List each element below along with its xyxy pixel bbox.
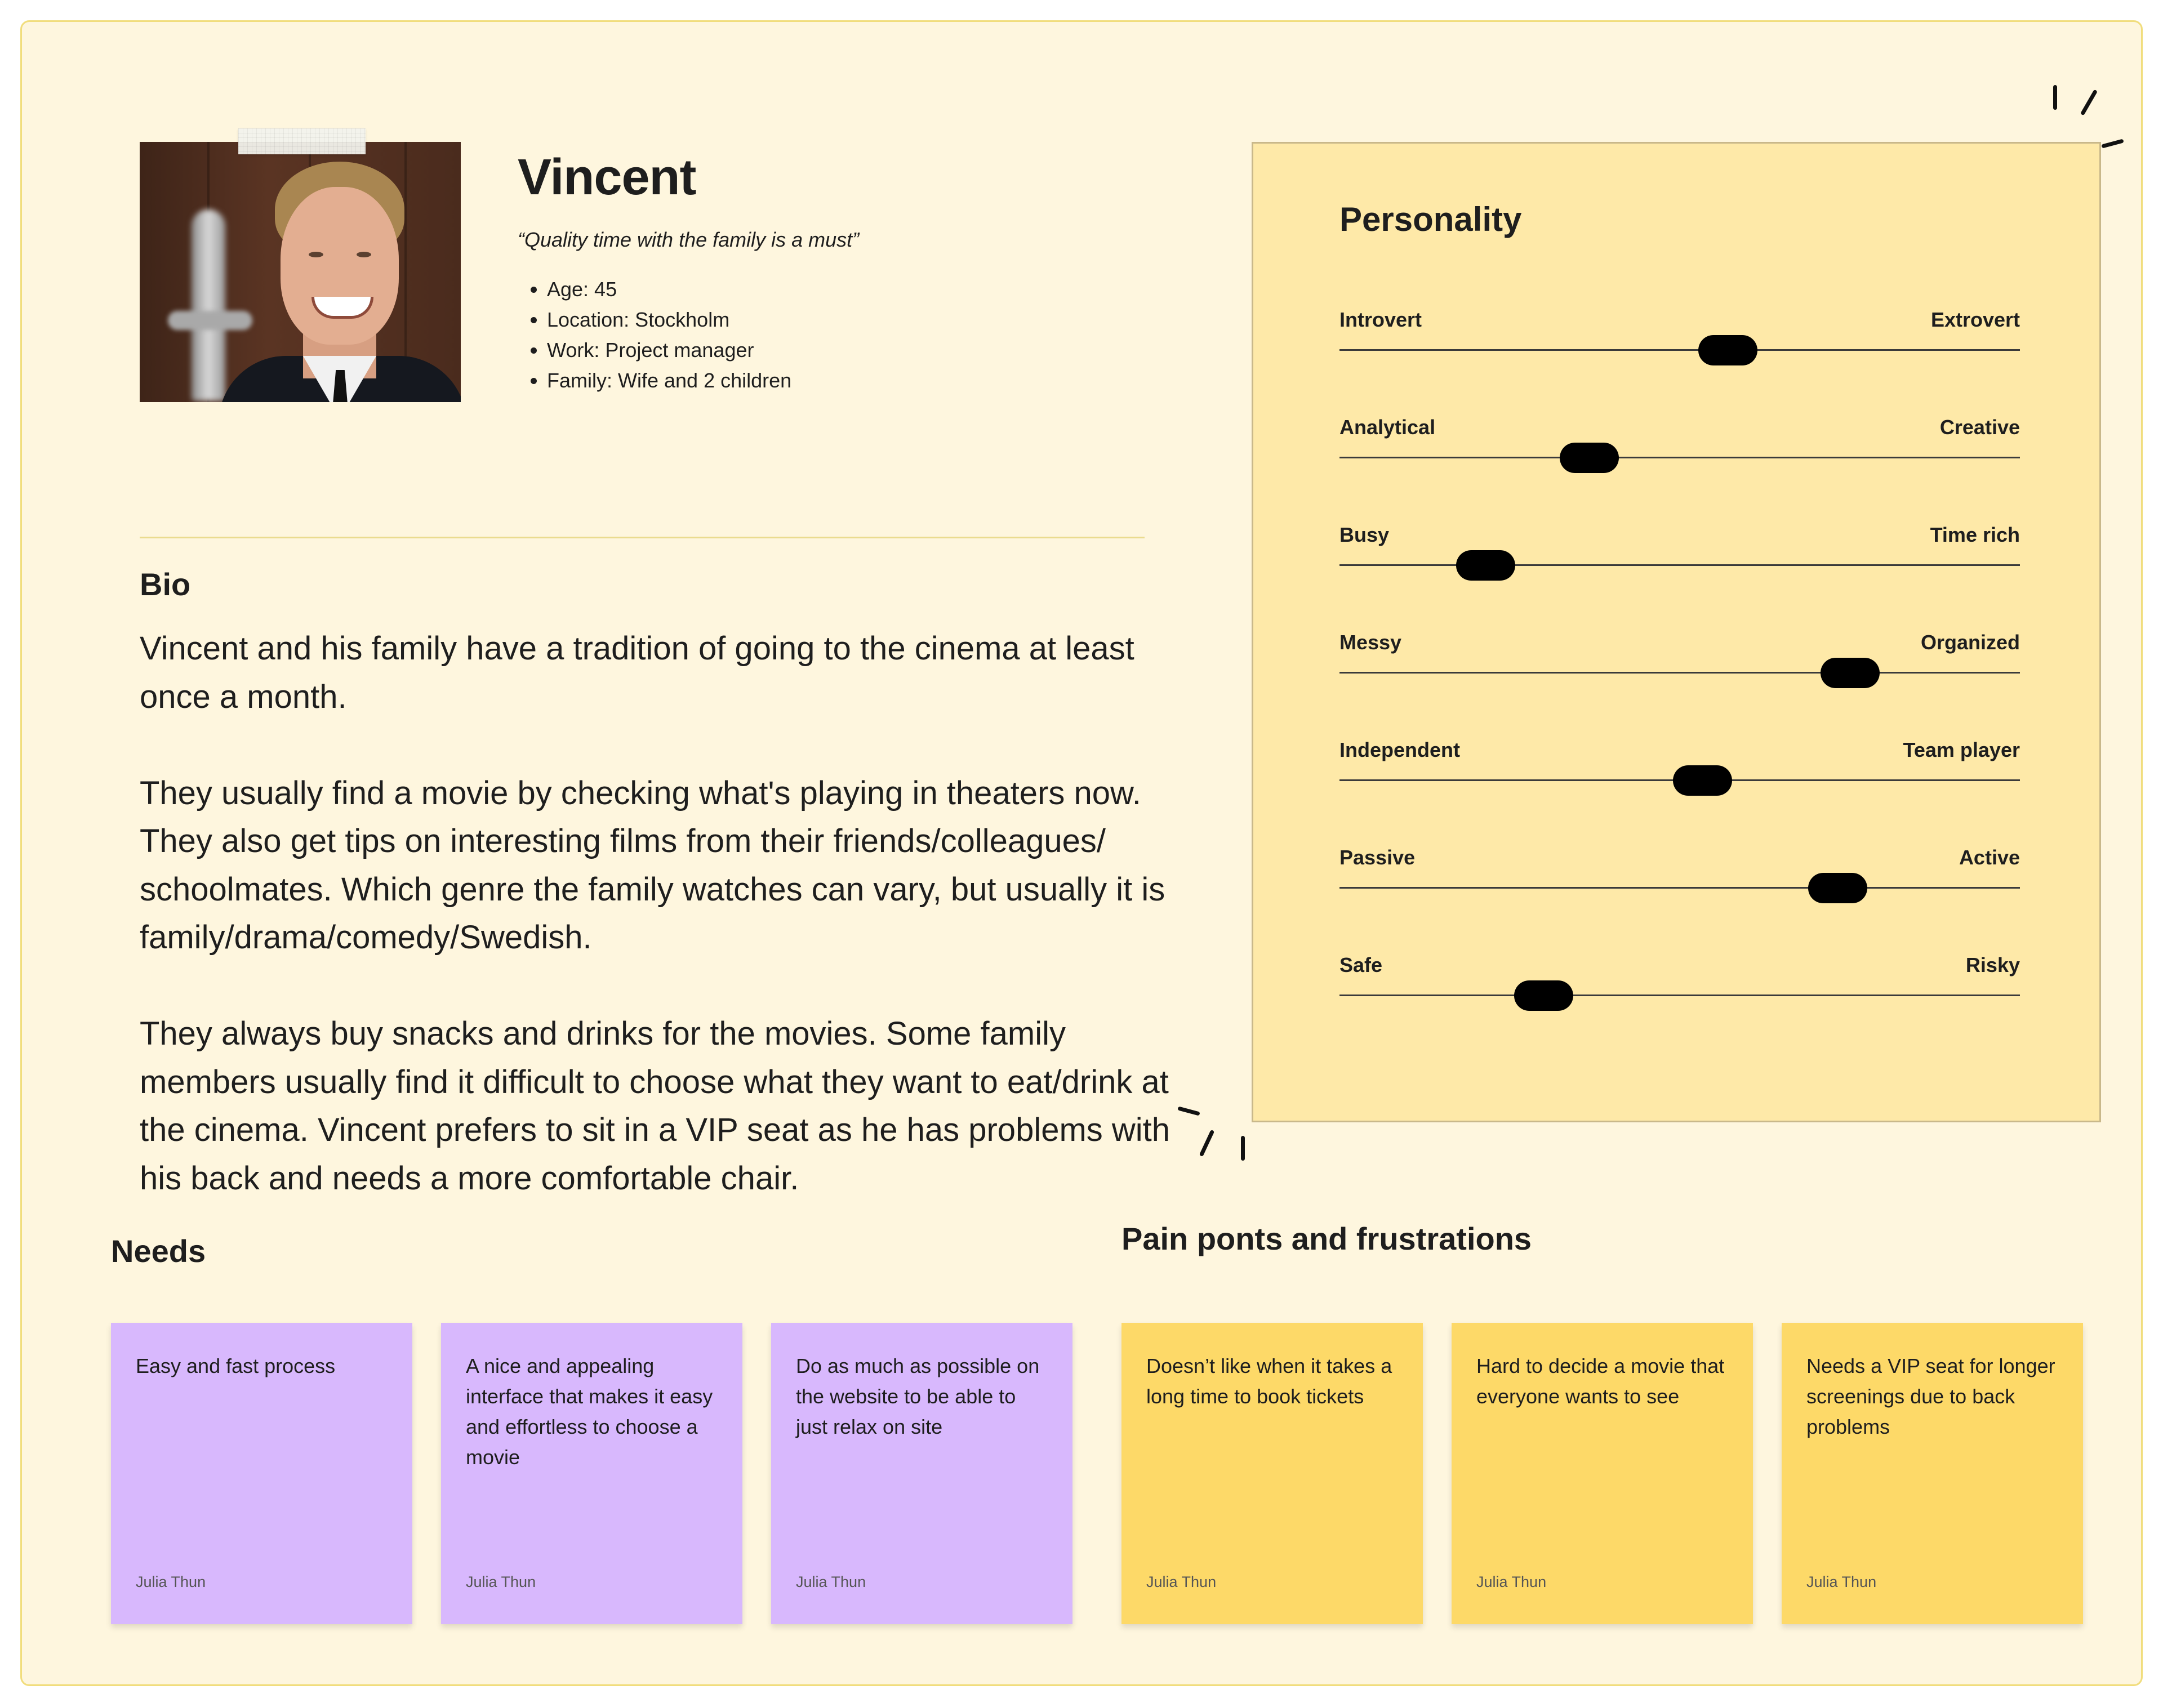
sticky-author: Julia Thun bbox=[466, 1573, 536, 1590]
trait-left-label: Passive bbox=[1339, 846, 1416, 869]
persona-photo bbox=[140, 142, 461, 402]
needs-sticky-note[interactable] bbox=[441, 1323, 742, 1624]
trait-right-label: Creative bbox=[1939, 416, 2020, 439]
section-divider bbox=[140, 537, 1145, 538]
trait-left-label: Introvert bbox=[1339, 308, 1422, 331]
accent-dash-decoration bbox=[2080, 90, 2098, 116]
trait-slider bbox=[1339, 631, 2020, 698]
trait-slider bbox=[1339, 846, 2020, 913]
trait-slider bbox=[1339, 953, 2020, 1021]
sticky-text: Easy and fast process bbox=[136, 1354, 336, 1377]
pain-sticky-note[interactable] bbox=[1452, 1323, 1753, 1624]
slider-knob[interactable] bbox=[1514, 980, 1573, 1011]
pains-title: Pain ponts and frustrations bbox=[1121, 1221, 1532, 1256]
accent-dash-decoration bbox=[1241, 1136, 1245, 1161]
slider-track[interactable] bbox=[1339, 995, 2020, 996]
trait-left-label: Analytical bbox=[1339, 416, 1436, 439]
personality-title: Personality bbox=[1339, 200, 1522, 238]
trait-right-label: Active bbox=[1959, 846, 2020, 869]
bio-title: Bio bbox=[140, 567, 191, 602]
needs-title: Needs bbox=[111, 1233, 206, 1269]
slider-track[interactable] bbox=[1339, 457, 2020, 458]
trait-right-label: Extrovert bbox=[1930, 308, 2020, 331]
persona-name: Vincent bbox=[518, 149, 696, 206]
sticky-author: Julia Thun bbox=[796, 1573, 866, 1590]
bio-text bbox=[140, 625, 1204, 1251]
slider-track[interactable] bbox=[1339, 887, 2020, 889]
fact-family: • Family: Wife and 2 children bbox=[547, 365, 791, 396]
needs-sticky-note[interactable] bbox=[771, 1323, 1072, 1624]
slider-knob[interactable] bbox=[1560, 443, 1619, 473]
sticky-text: A nice and appealing interface that makes it easy and effortless to choose a movie bbox=[466, 1354, 713, 1469]
slider-knob[interactable] bbox=[1808, 873, 1867, 903]
bio-paragraph: They always buy snacks and drinks for the movies. Some family members usually find it difficult to choose what they want to eat/drink at the cinema. Vincent prefers to sit in a VIP seat as he has problems with his back and needs a more comfortable chair. bbox=[140, 1015, 1170, 1197]
accent-dash-decoration bbox=[2053, 85, 2057, 110]
trait-slider bbox=[1339, 308, 2020, 376]
slider-track[interactable] bbox=[1339, 564, 2020, 566]
persona-quote: “Quality time with the family is a must” bbox=[518, 228, 860, 251]
slider-knob[interactable] bbox=[1698, 335, 1757, 365]
trait-right-label: Organized bbox=[1920, 631, 2020, 654]
tape-decoration bbox=[238, 128, 366, 154]
trait-slider bbox=[1339, 416, 2020, 483]
slider-knob[interactable] bbox=[1456, 550, 1515, 581]
needs-sticky-note[interactable] bbox=[111, 1323, 412, 1624]
sticky-author: Julia Thun bbox=[1146, 1573, 1217, 1590]
personality-panel bbox=[1252, 142, 2101, 1122]
sticky-author: Julia Thun bbox=[1806, 1573, 1877, 1590]
bio-paragraph: Vincent and his family have a tradition of going to the cinema at least once a month. bbox=[140, 630, 1134, 715]
pain-sticky-note[interactable] bbox=[1782, 1323, 2083, 1624]
trait-left-label: Messy bbox=[1339, 631, 1402, 654]
trait-right-label: Time rich bbox=[1930, 523, 2020, 546]
persona-facts bbox=[518, 274, 791, 396]
sticky-text: Hard to decide a movie that everyone wants to see bbox=[1476, 1354, 1725, 1408]
trait-right-label: Risky bbox=[1965, 953, 2020, 976]
sticky-text: Needs a VIP seat for longer screenings due to back problems bbox=[1806, 1354, 2055, 1438]
sticky-author: Julia Thun bbox=[136, 1573, 206, 1590]
bio-paragraph: They usually find a movie by checking what's playing in theaters now. They also get tips on interesting films from their friends/colleagues/ schoolmates. Which genre the family watches can vary, but usually it is family/drama/comedy/Swedish. bbox=[140, 774, 1165, 956]
trait-left-label: Busy bbox=[1339, 523, 1390, 546]
trait-right-label: Team player bbox=[1903, 738, 2020, 761]
trait-left-label: Independent bbox=[1339, 738, 1460, 761]
trait-slider bbox=[1339, 738, 2020, 806]
trait-left-label: Safe bbox=[1339, 953, 1383, 976]
pain-sticky-note[interactable] bbox=[1121, 1323, 1423, 1624]
slider-knob[interactable] bbox=[1673, 765, 1732, 796]
sticky-text: Do as much as possible on the website to be able to just relax on site bbox=[796, 1354, 1040, 1438]
fact-age: • Age: 45 bbox=[547, 274, 791, 305]
slider-knob[interactable] bbox=[1821, 658, 1880, 688]
slider-track[interactable] bbox=[1339, 672, 2020, 674]
persona-board bbox=[20, 20, 2143, 1686]
trait-slider bbox=[1339, 523, 2020, 591]
sticky-author: Julia Thun bbox=[1476, 1573, 1547, 1590]
slider-track[interactable] bbox=[1339, 349, 2020, 351]
fact-work: • Work: Project manager bbox=[547, 335, 791, 365]
accent-dash-decoration bbox=[2101, 139, 2124, 148]
sticky-text: Doesn’t like when it takes a long time to book tickets bbox=[1146, 1354, 1392, 1408]
fact-location: • Location: Stockholm bbox=[547, 305, 791, 335]
